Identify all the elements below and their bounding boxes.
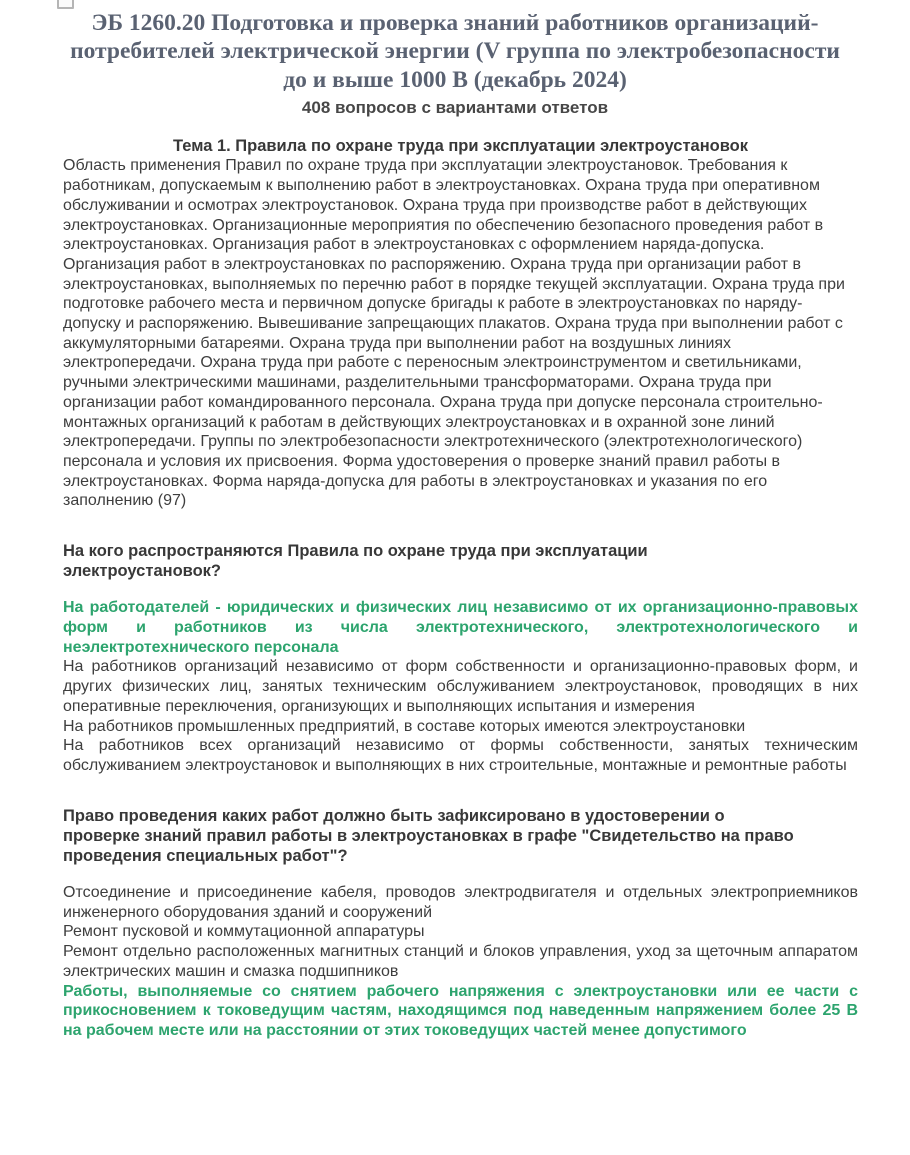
document-subtitle: 408 вопросов с вариантами ответов [301,98,609,118]
answer-option: Работы, выполняемые со снятием рабочего напряжения с электроустановки или ее части с прикосновением к токоведущим частям, находящимся под наведенным напряжением более 25 В на рабочем месте или на расстоянии от этих токоведущих частей менее допустимого [63,982,858,1039]
document-title-line-3: до и выше 1000 В (декабрь 2024) [283,66,627,93]
question-title: На кого распространяются Правила по охране труда при эксплуатации электроустановок? [63,542,648,581]
question-block-1 [63,541,858,776]
answer-option: На работников всех организаций независимо от формы собственности, занятых техническим обслуживанием электроустановок и выполняющих в них строительные, монтажные и ремонтные работы [63,737,858,774]
answer-option: Ремонт отдельно расположенных магнитных станций и блоков управления, уход за щеточным аппаратом электрических машин и смазка подшипников [63,943,858,980]
question-block-2 [63,806,858,1041]
answer-list [63,883,858,1041]
topic-heading: Тема 1. Правила по охране труда при эксплуатации электроустановок [172,137,749,156]
answer-option: На работников организаций независимо от форм собственности и организационно-правовых форм, и других физических лиц, занятых техническим обслуживанием электроустановок, проводящих в них оперативные переключения, организующих и выполняющих испытания и измерения [63,658,858,715]
answer-option: Ремонт пусковой и коммутационной аппаратуры [63,923,425,941]
question-title: Право проведения каких работ должно быть зафиксировано в удостоверении о проверке знаний правил работы в электроустановках в графе "Свидетельство на право проведения специальных работ"? [63,806,794,865]
page-corner-icon [57,0,74,9]
answer-option: Отсоединение и присоединение кабеля, проводов электродвигателя и отдельных электроприемников инженерного оборудования зданий и сооружений [63,884,858,921]
document-title [0,0,910,94]
answer-option: На работодателей - юридических и физических лиц независимо от их организационно-правовых форм и работников из числа электротехнического, электротехнологического и неэлектротехнического персонала [63,599,858,656]
topic-description: Область применения Правил по охране труда при эксплуатации электроустановок. Требования к работникам, допускаемым к выполнению работ в электроустановках. Охрана труда при оперативном обслуживании и осмотрах электроустановок. Охрана труда при производстве работ в действующих электроустановках. Организационные мероприятия по обеспечению безопасного проведения работ в электроустановках. Организация работ в электроустановках с оформлением наряда-допуска. Организация работ в электроустановках по распоряжению. Охрана труда при организации работ в электроустановках, выполняемых по перечню работ в порядке текущей эксплуатации. Охрана труда при подготовке рабочего места и первичном допуске бригады к работе в электроустановках по наряду-допуску и распоряжению. Вывешивание запрещающих плакатов. Охрана труда при выполнении работ с аккумуляторными батареями. Охрана труда при выполнении работ на воздушных линиях электропередачи. Охрана труда при работе с переносным электроинструментом и светильниками, ручными электрическими машинами, разделительными трансформаторами. Охрана труда при организации работ командированного персонала. Охрана труда при допуске персонала строительно-монтажных организаций к работам в действующих электроустановках и в охранной зоне линий электропередачи. Группы по электробезопасности электротехнического (электротехнологического) персонала и условия их присвоения. Форма удостоверения о проверке знаний правил работы в электроустановках. Форма наряда-допуска для работы в электроустановках и указания по его заполнению (97) [63,157,845,510]
document-title-line-2: потребителей электрической энергии (V группа по электробезопасности [70,38,840,65]
answer-list [63,598,858,775]
answer-option: На работников промышленных предприятий, в составе которых имеются электроустановки [63,717,746,735]
document-body [0,136,910,1040]
document-title-line-1: ЭБ 1260.20 Подготовка и проверка знаний работников организаций- [91,10,819,36]
